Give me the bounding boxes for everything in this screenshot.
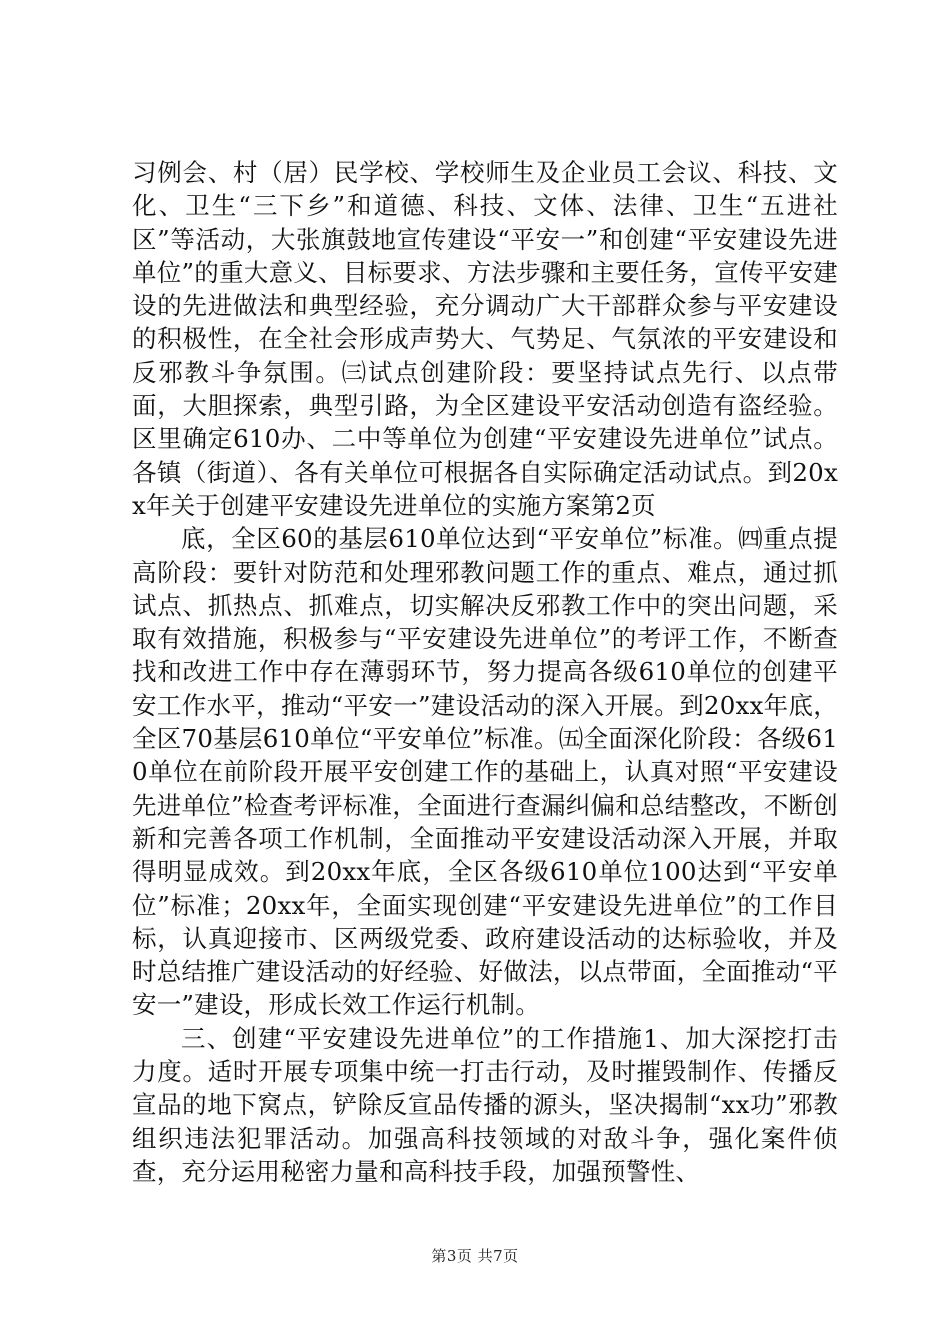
document-body [132,156,838,1188]
paragraph-3: 三、创建“平安建设先进单位”的工作措施1、加大深挖打击力度。适时开展专项集中统一打击行动，及时摧毁制作、传播反宣品的地下窝点，铲除反宣品传播的源头，坚决揭制“xx功”邪教组织违法犯罪活动。加强高科技领域的对敌斗争，强化案件侦查，充分运用秘密力量和高科技手段，加强预警性、 [132,1023,838,1186]
paragraph-1: 习例会、村（居）民学校、学校师生及企业员工会议、科技、文化、卫生“三下乡”和道德、科技、文体、法律、卫生“五进社区”等活动，大张旗鼓地宣传建设“平安一”和创建“平安建设先进单位”的重大意义、目标要求、方法步骤和主要任务，宣传平安建设的先进做法和典型经验，充分调动广大干部群众参与平安建设的积极性，在全社会形成声势大、气势足、气氛浓的平安建设和反邪教斗争氛围。㈢试点创建阶段：要坚持试点先行、以点带面，大胆探索，典型引路，为全区建设平安活动创造有盗经验。区里确定610办、二中等单位为创建“平安建设先进单位”试点。各镇（街道）、各有关单位可根据各自实际确定活动试点。到20xx年关于创建平安建设先进单位的实施方案第2页 [132,158,838,520]
paragraph-2: 底，全区60的基层610单位达到“平安单位”标准。㈣重点提高阶段：要针对防范和处理邪教问题工作的重点、难点，通过抓试点、抓热点、抓难点，切实解决反邪教工作中的突出问题，采取有效措施，积极参与“平安建设先进单位”的考评工作，不断查找和改进工作中存在薄弱环节，努力提高各级610单位的创建平安工作水平，推动“平安一”建设活动的深入开展。到20xx年底，全区70基层610单位“平安单位”标准。㈤全面深化阶段：各级610单位在前阶段开展平安创建工作的基础上，认真对照“平安建设先进单位”检查考评标准，全面进行查漏纠偏和总结整改，不断创新和完善各项工作机制，全面推动平安建设活动深入开展，并取得明显成效。到20xx年底，全区各级610单位100达到“平安单位”标准；20xx年，全面实现创建“平安建设先进单位”的工作目标，认真迎接市、区两级党委、政府建设活动的达标验收，并及时总结推广建设活动的好经验、好做法，以点带面，全面推动“平安一”建设，形成长效工作运行机制。 [132,524,838,1020]
page-footer: 第3页 共7页 [431,1247,519,1265]
